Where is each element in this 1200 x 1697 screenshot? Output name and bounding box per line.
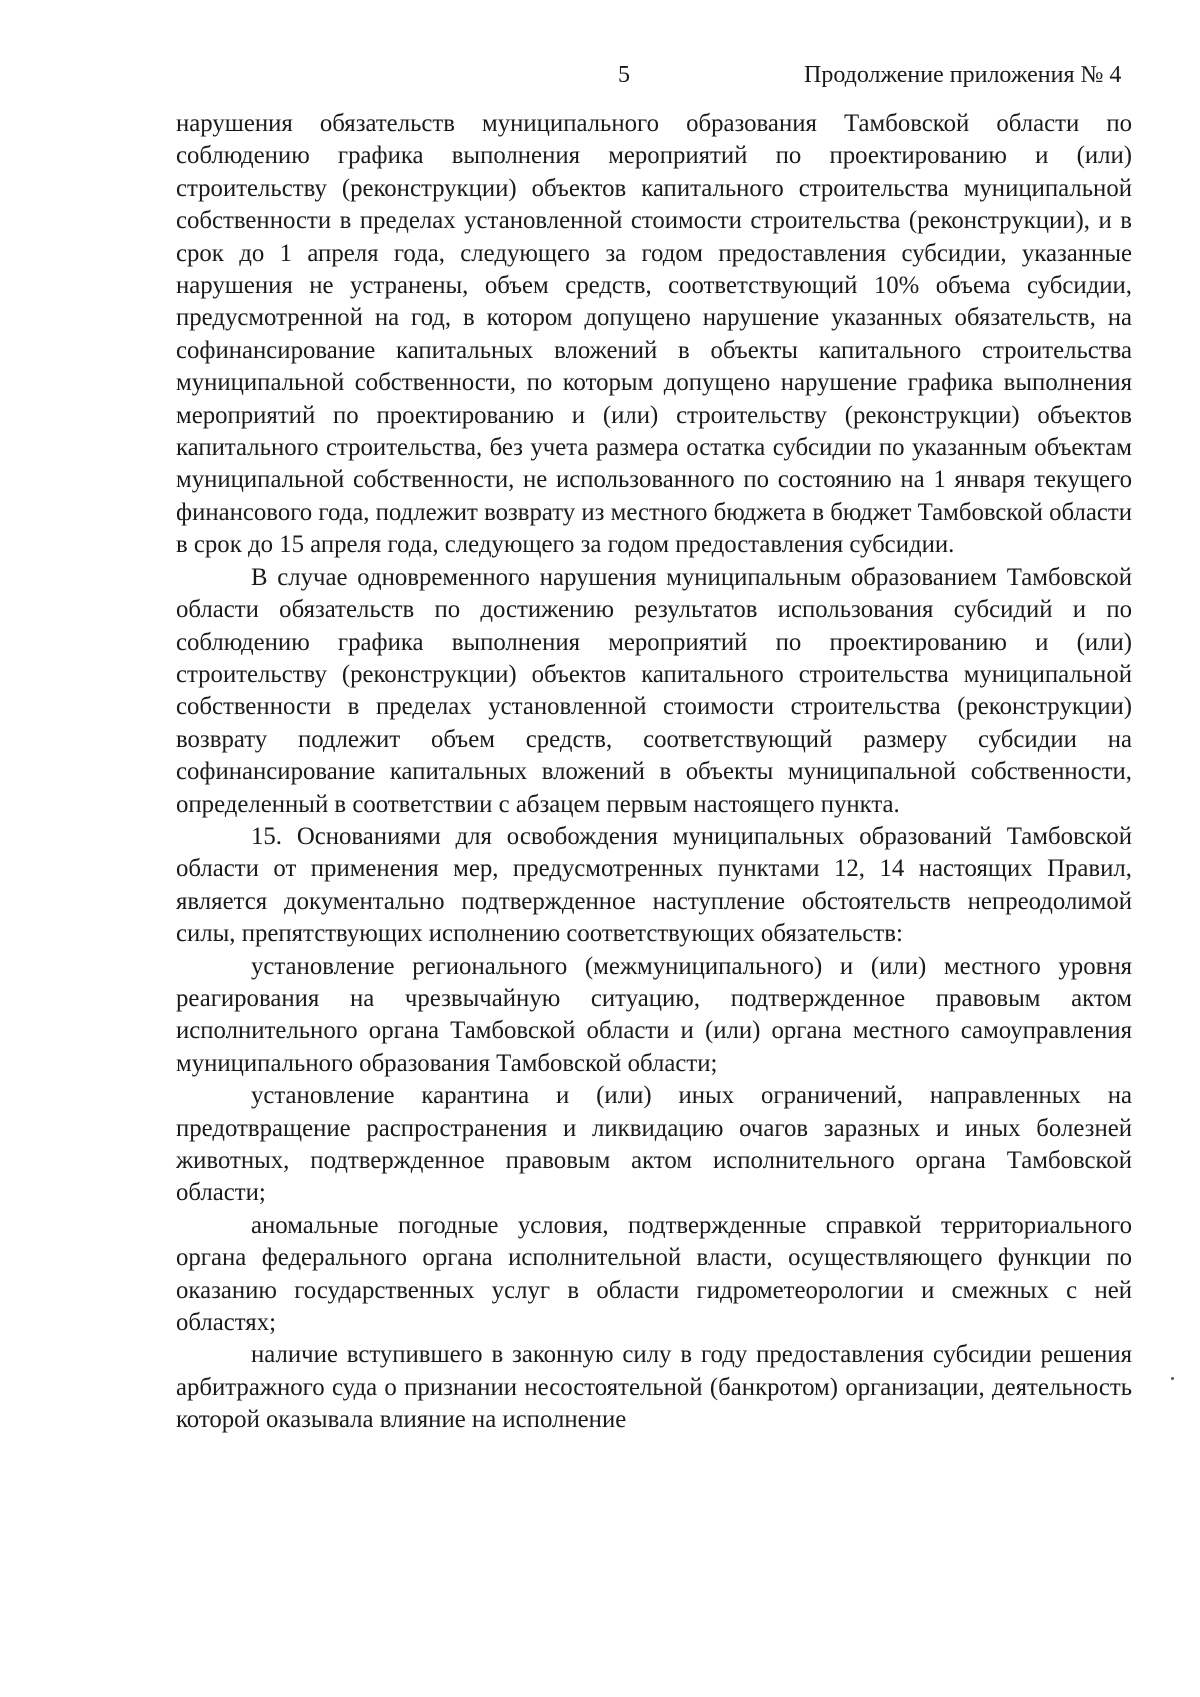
paragraph-clause-15: 15. Основаниями для освобождения муниципальных образований Тамбовской области от применения мер, предусмотренных пунктами 12, 14 настоящих Правил, является документально подтвержденное наступление обстоятельств непреодолимой силы, препятствующих исполнению соответствующих обязательств: — [176, 822, 1132, 948]
page-number: 5 — [618, 62, 630, 88]
list-item-emergency-response: установление регионального (межмуниципального) и (или) местного уровня реагирования на чрезвычайную ситуацию, подтвержденное правовым актом исполнительного органа Тамбовской области и (или) органа местного самоуправления муниципального образования Тамбовской области; — [176, 952, 1132, 1077]
scan-dot-mark — [1171, 1377, 1174, 1380]
paragraph-simultaneous-violation: В случае одновременного нарушения муниципальным образованием Тамбовской области обязательств по достижению результатов использования субсидий и по соблюдению графика выполнения мероприятий по проектированию и (или) строительству (реконструкции) объектов капитального строительства муниципальной собственности в пределах установленной стоимости строительства (реконструкции) возврату подлежит объем средств, соответствующий размеру субсидии на софинансирование капитальных вложений в объекты муниципальной собственности, определенный в соответствии с абзацем первым настоящего пункта. — [176, 563, 1132, 818]
list-item-arbitration-decision: наличие вступившего в законную силу в году предоставления субсидии решения арбитражного суда о признании несостоятельной (банкротом) организации, деятельность которой оказывала влияние на исполнение — [176, 1341, 1132, 1434]
paragraph-violation-schedule: нарушения обязательств муниципального образования Тамбовской области по соблюдению графика выполнения мероприятий по проектированию и (или) строительству (реконструкции) объектов капитального строительства муниципальной собственности в пределах установленной стоимости строительства (реконструкции), и в срок до 1 апреля года, следующего за годом предоставления субсидии, указанные нарушения не устранены, объем средств, соответствующий 10% объема субсидии, предусмотренной на год, в котором допущено нарушение указанных обязательств, на софинансирование капитальных вложений в объекты капитального строительства муниципальной собственности, по которым допущено нарушение графика выполнения мероприятий по проектированию и (или) строительству (реконструкции) объектов капитального строительства, без учета размера остатка субсидии по указанным объектам муниципальной собственности, не использованного по состоянию на 1 января текущего финансового года, подлежит возврату из местного бюджета в бюджет Тамбовской области в срок до 15 апреля года, следующего за годом предоставления субсидии. — [176, 110, 1132, 559]
document-body — [176, 108, 1132, 1437]
list-item-abnormal-weather: аномальные погодные условия, подтвержденные справкой территориального органа федерального органа исполнительной власти, осуществляющего функции по оказанию государственных услуг в области гидрометеорологии и смежных с ней областях; — [176, 1211, 1132, 1337]
list-item-quarantine: установление карантина и (или) иных ограничений, направленных на предотвращение распространения и ликвидацию очагов заразных и иных болезней животных, подтвержденное правовым актом исполнительного органа Тамбовской области; — [176, 1082, 1132, 1207]
appendix-continuation-header: Продолжение приложения № 4 — [804, 62, 1122, 88]
